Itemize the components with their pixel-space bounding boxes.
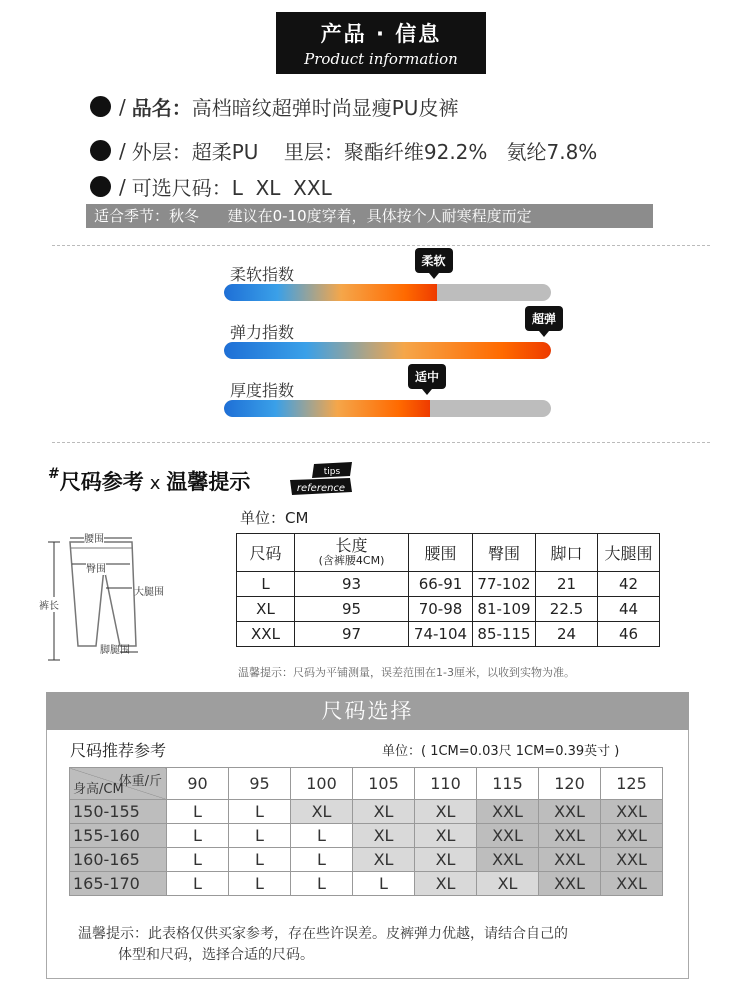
size-cell: XXL: [539, 800, 601, 824]
size-cell: L: [229, 824, 291, 848]
recommend-row: [70, 800, 663, 824]
size-cell: 85-115: [473, 622, 536, 647]
height-axis-label: 身高/CM: [73, 782, 124, 797]
weight-header: 105: [353, 768, 415, 800]
index-bar: [224, 342, 551, 359]
tips-title-text: 温馨提示: [166, 470, 251, 494]
index-bar: [224, 284, 551, 301]
size-cell: 66-91: [409, 572, 473, 597]
size-cell: XXL: [477, 824, 539, 848]
col-header: 臀围: [473, 534, 536, 572]
size-choice-title: 尺码选择: [46, 692, 689, 730]
size-cell: XXL: [539, 824, 601, 848]
corner-cell: [70, 768, 167, 800]
bullet-icon: [90, 176, 111, 197]
size-cell: XL: [237, 597, 295, 622]
col-header: 脚口: [536, 534, 598, 572]
index-label: 弹力指数: [230, 323, 295, 342]
index-label: 柔软指数: [230, 265, 295, 284]
recommend-row: [70, 824, 663, 848]
weight-header: 90: [167, 768, 229, 800]
size-cell: L: [167, 848, 229, 872]
size-cell: L: [229, 872, 291, 896]
material-text: 外层：超柔PU 里层：聚酯纤维92.2% 氨纶7.8%: [131, 140, 598, 164]
height-cell: 160-165: [70, 848, 167, 872]
product-info-header: [276, 12, 486, 74]
size-cell: XL: [415, 848, 477, 872]
size-reference-title: #尺码参考 x 温馨提示: [48, 466, 251, 494]
size-cell: 46: [598, 622, 660, 647]
height-cell: 155-160: [70, 824, 167, 848]
size-cell: 74-104: [409, 622, 473, 647]
index-bar-fill: [224, 284, 437, 301]
size-cell: 95: [295, 597, 409, 622]
size-cell: L: [229, 848, 291, 872]
size-cell: XL: [353, 824, 415, 848]
tips-reference-badge: [290, 462, 354, 496]
size-cell: L: [167, 872, 229, 896]
size-cell: 81-109: [473, 597, 536, 622]
divider: [52, 245, 710, 246]
size-cell: L: [291, 872, 353, 896]
size-cell: XL: [353, 800, 415, 824]
recommend-row: [70, 872, 663, 896]
col-header: 腰围: [409, 534, 473, 572]
size-cell: L: [167, 800, 229, 824]
info-sizes-row: / 可选尺码：L XL XXL: [90, 172, 332, 201]
season-banner: 适合季节：秋冬 建议在0-10度穿着，具体按个人耐寒程度而定: [86, 204, 653, 228]
size-table-header: [237, 534, 660, 572]
size-cell: XL: [415, 800, 477, 824]
size-cell: XXL: [477, 848, 539, 872]
sizes-text: 可选尺码：L XL XXL: [131, 176, 332, 200]
index-tag: 超弹: [525, 306, 563, 331]
size-cell: 21: [536, 572, 598, 597]
size-cell: XL: [353, 848, 415, 872]
hem-label: 脚腿围: [100, 645, 130, 656]
recommend-header-row: [70, 768, 663, 800]
size-cell: XL: [477, 872, 539, 896]
size-cell: XL: [291, 800, 353, 824]
weight-axis-label: 体重/斤: [118, 774, 162, 789]
size-ref-title-text: 尺码参考: [59, 470, 144, 494]
size-cell: 42: [598, 572, 660, 597]
col-header: 大腿围: [598, 534, 660, 572]
size-row: [237, 572, 660, 597]
times-sign: x: [149, 473, 161, 494]
size-cell: XXL: [601, 824, 663, 848]
index-label: 厚度指数: [230, 381, 295, 400]
index-bar-fill: [224, 342, 551, 359]
index-tag: 柔软: [415, 248, 453, 273]
info-material-row: / 外层：超柔PU 里层：聚酯纤维92.2% 氨纶7.8%: [90, 136, 597, 165]
size-cell: XXL: [477, 800, 539, 824]
svg-text:tips: tips: [323, 467, 341, 477]
size-cell: XXL: [601, 872, 663, 896]
weight-header: 115: [477, 768, 539, 800]
name-label: 品名：: [131, 96, 192, 120]
size-table: [236, 533, 660, 647]
bullet-icon: [90, 140, 111, 161]
size-cell: XXL: [539, 872, 601, 896]
recommend-note: 温馨提示：此表格仅供买家参考，存在些许误差。皮裤弹力优越，请结合自己的 体型和尺码，选择合适的尺码。: [78, 926, 568, 963]
size-cell: 22.5: [536, 597, 598, 622]
index-bar: [224, 400, 551, 417]
size-cell: 93: [295, 572, 409, 597]
thigh-label: 大腿围: [134, 587, 164, 598]
name-value: 高档暗纹超弹时尚显瘦PU皮裤: [191, 96, 459, 120]
weight-header: 95: [229, 768, 291, 800]
recommend-table: [69, 767, 663, 896]
recommend-title: 尺码推荐参考: [70, 741, 167, 760]
header-title: 产品 · 信息: [320, 22, 442, 46]
weight-header: 120: [539, 768, 601, 800]
pants-diagram: [34, 528, 174, 668]
size-cell: XL: [415, 824, 477, 848]
weight-header: 125: [601, 768, 663, 800]
col-header: 长度 (含裤腰4CM): [295, 534, 409, 572]
size-row: [237, 597, 660, 622]
recommend-row: [70, 848, 663, 872]
size-cell: 97: [295, 622, 409, 647]
size-cell: L: [291, 824, 353, 848]
size-cell: L: [237, 572, 295, 597]
weight-header: 100: [291, 768, 353, 800]
unit-label: 单位：CM: [240, 509, 309, 527]
length-label: 裤长: [39, 597, 59, 612]
info-name-row: / 品名： 高档暗纹超弹时尚显瘦PU皮裤: [90, 92, 458, 121]
size-cell: XXL: [601, 848, 663, 872]
size-cell: 77-102: [473, 572, 536, 597]
index-tag: 适中: [408, 364, 446, 389]
height-cell: 165-170: [70, 872, 167, 896]
recommend-unit: 单位：( 1CM=0.03尺 1CM=0.39英寸 ): [382, 744, 620, 759]
size-row: [237, 622, 660, 647]
size-cell: 70-98: [409, 597, 473, 622]
divider: [52, 442, 710, 443]
weight-header: 110: [415, 768, 477, 800]
size-cell: XL: [415, 872, 477, 896]
hip-label: 臀围: [86, 560, 106, 575]
size-cell: L: [353, 872, 415, 896]
size-cell: XXL: [237, 622, 295, 647]
height-cell: 150-155: [70, 800, 167, 824]
header-subtitle: Product information: [304, 50, 458, 68]
waist-label: 腰围: [84, 530, 104, 545]
col-header: 尺码: [237, 534, 295, 572]
index-bar-fill: [224, 400, 430, 417]
size-cell: XXL: [601, 800, 663, 824]
bullet-icon: [90, 96, 111, 117]
svg-text:reference: reference: [296, 483, 346, 494]
size-cell: XXL: [539, 848, 601, 872]
measure-note: 温馨提示：尺码为平铺测量，误差范围在1-3厘米，以收到实物为准。: [238, 666, 575, 679]
size-cell: 24: [536, 622, 598, 647]
size-cell: L: [229, 800, 291, 824]
size-cell: L: [167, 824, 229, 848]
size-cell: 44: [598, 597, 660, 622]
size-cell: L: [291, 848, 353, 872]
